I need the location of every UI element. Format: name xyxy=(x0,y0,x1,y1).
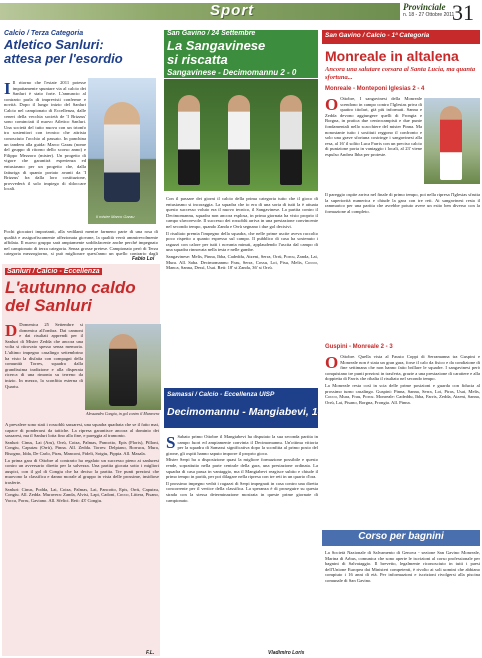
article5-text3: Ottobre. Quella vista al Fausto Coppi di Serramanna tra Guspini e Monreale non è stata un gran gara, forse il calo da fisico e da condizione di fine settimana che non hanno fatto brillare le squadre. I sangavinesi però conquistano tre punti preziosi in trasferta, grazie a una prestazione di carattere e alla doppietta di Farris che ribalta il risultato nel secondo tempo. xyxy=(325,354,480,382)
drop-cap: S xyxy=(166,434,176,452)
page-header xyxy=(0,0,482,24)
page-number: 31 xyxy=(452,0,474,25)
section-title: Sport xyxy=(210,2,255,19)
article2-text2: A prevalere sono stati i rossoblù sassaresi, una squadra quadrata che se il fatto mai, capace di ponderarsi da tattiche. La ripresa garantisce ancora al dominio dei sassaresi, ma il Sanluri lotta fino alla fine, e pareggia al tramonto. xyxy=(5,422,159,439)
player-figure xyxy=(440,106,462,180)
article2-kicker: Sanluri / Calcio - Eccellenza xyxy=(7,268,100,275)
player-photo xyxy=(85,324,161,410)
article5-title: Monreale in altalena xyxy=(325,48,459,64)
drop-cap: O xyxy=(325,96,339,114)
bagnini-header-box xyxy=(322,530,480,546)
article3-text2: Il risultato premia l'impegno della squadra, che nelle prime uscite aveva raccolto poco rispetto a quanto espresso sul campo. Il pubblico di casa ha sostenuto i ragazzi con calore per tutti i novanta minuti, applaudendo l'uscita dal campo di una squadra rinnovata nella testa e nelle gambe. xyxy=(166,230,318,253)
bagnini-body xyxy=(325,550,480,654)
drop-cap: D xyxy=(5,322,18,340)
article5-text1: Ottobre, I sangavinesi della Monreale scendono in campo contro l'Iglesias priva di quattro titolari, già più informati. Sanna e Zedda devono aggiungere quelli di Frongia e Borgna, in pratica due centrocampisti e due punte fondamentali nello scacchiere del mister Pinna. Ma nonostante tutto i sostituti reggono il confronto e solo una grave sfortuna costringe i sangavinesi alla resa, al 16' il solito Luca Farris con un preciso calcio di punizione porta in vantaggio i locali, al 23' viene espulso Andrea Ibba per proteste. xyxy=(325,96,422,157)
article4-byline: Vladimiro Loris xyxy=(268,650,305,656)
article1-text1: Il ritorno che l'estate 2011 potesse impattamente spuntare via al calcio dei Sanluri è stato forte. L'annuncio al contrario parla di imprevisti conferme e novità. Dopo il lungo inizio del Sanluri Calcio nel campionato di Eccellenza, dalle ceneri della vecchia società de 'I Brizzus' sono cominciati il nuovo Atletico Sanluri. Una società del tutto nuova con un trionfo tra sostenitori con tecnico che attrista conosciuto l'occhio al passato. In panchina un tandem alla guida: Marco Garau (nome del gruppo di ritorno dello scorso anno) e Filippo Mezzoro (mister). Un progetto di vigore che garantirà esperienza ed entusiasmo per un progetto che, dalla fatturiga di quanto portato avanti da 'I Brizzus' fra dalla loro costituzione, provvederà il solo impiego di sbloccare locali. xyxy=(4,80,86,192)
coach-figure xyxy=(104,102,140,202)
article5-result1: Monreale - Monteponi Iglesias 2 - 4 xyxy=(325,86,425,92)
article2-title-line2: del Sanluri xyxy=(5,296,92,315)
article5-kicker: San Gavino / Calcio - 1ª Categoria xyxy=(325,32,430,39)
article2-title xyxy=(5,279,136,315)
article1-text2: Pochi giocatori importanti, alla vedilanti mentre farmeno parte di una rosa di qualità e assigurfiscamente affezionata giovane, la qualità verrà ammirevolmente affidata. Il nuovo gruppo sarà ampiamente soddisfacente anche perché impegnato nel campionato di terza categoria. Senza grosse pretese. Campionato però di Terza categoria mezzogiorno, si può migliorare quest'anno un quello contrario dagli xyxy=(4,229,158,257)
article1-title xyxy=(4,38,123,66)
player-figure xyxy=(228,95,250,185)
article1-title-line1: Atletico Sanluri: xyxy=(4,37,104,52)
article4-kicker: Samassi / Calcio - Eccellenza UISP xyxy=(167,391,275,398)
player-figure xyxy=(109,334,137,406)
article4-text3: Il prossimo impegno vedrà i ragazzi di Serpi impegnati in casa contro una diretta concorrente per il vertice della classifica. La speranza è di proseguire su questa strada con la stessa determinazione mostrata in queste prime giornate di campionato. xyxy=(166,480,318,503)
bagnini-text: La Società Nazionale di Salvamento di Genova - sezione San Gavino Monreale, Marina di Arbus, comunica che sono aperte le iscrizioni al corso professionale per bagnini di Salvataggio. Il brevetto, legalmente riconosciuto in tutti i paesi dell'Unione Europea dai Ministeri competenti, è rivolto ai soli uomini che abbiano compiuto i 16 anni di età. Per informazioni e iscrizioni rivolgersi alla piscina comunale di San Gavino. xyxy=(325,550,480,583)
header-bar xyxy=(0,3,400,20)
article3-text1: Con il passare dei giorni il calcio della prima categoria tutto che il gioco di entusiasmo si incoraggia. La squadra che io era di una sorta di tutti la è attuata questo successo voluto era il nuovo tecnico, il Sangavinese. La partita contro il Decimomannu, squadra non ancora esplosa, in prima giornata ha visto proprio il campo sfavorevole. Il successo dei rossoblù arriva in una prestazione convincente nel secondo tempo, quando Zanda e Orrù segnano i due gol decisivi. xyxy=(166,196,318,229)
player-photo-caption: Alessandro Congiu, in gol contro il Muravera xyxy=(86,411,160,416)
article5-body-continued xyxy=(325,192,480,340)
article3-body xyxy=(166,196,318,382)
article5-body-part2 xyxy=(325,354,480,526)
article3-text3: Sangavinese: Melis, Pinna, Ibba, Cadeddu, Atzeni, Serra, Orrù, Porcu, Zanda, Lai, Mura. All. Saba. Decimomannu: Frau, Serra, Cossu, Loi, Pisu, Melis, Cocco, Manca, Sanna, Dessì, Usai. Reti: 18' st Zanda, 36' st Orrù. xyxy=(166,253,318,271)
issue-date: n. 18 - 27 Ottobre 2011 xyxy=(403,12,455,18)
article4-body xyxy=(166,434,318,646)
drop-cap: O xyxy=(325,354,339,372)
coach-photo xyxy=(88,78,156,224)
monreale-player-photo xyxy=(424,98,480,184)
article3-title-line2: si riscatta xyxy=(167,52,228,67)
player-figure xyxy=(178,95,200,185)
article2-body xyxy=(5,322,83,412)
bagnini-title: Corso per bagnini xyxy=(358,531,444,542)
article5-text2: Il pareggio ospite arriva nel finale di primo tempo, poi nella ripresa l'Iglesias sfrutta la superiorità numerica e chiude la gara con tre reti. Ai sangavinesi resta il rammarico per una partita che avrebbe potuto avere un esito ben diverso con la formazione al completo. xyxy=(325,192,480,214)
article1-body-continued xyxy=(4,229,158,257)
team-photo xyxy=(164,79,318,191)
article1-title-line2: attesa per l'esordio xyxy=(4,51,123,66)
drop-cap: I xyxy=(4,80,11,98)
article4-text2: Mister Serpi ha a disposizione quasi la migliore formazione possibile e questo rende, soprattutto nella parte centrale della gara, una prestazione ordinata. La squadra di casa passa in vantaggio, ma il Mangiabevi reagisce subito e chiude il primo tempo in parità, per poi dilagare nella ripresa con tre reti in un quarto d'ora. xyxy=(166,457,318,480)
article3-result: Sangavinese - Decimomannu 2 - 0 xyxy=(167,68,297,77)
article5-subtitle: Ancora una salutare corsara al Santa Lucia, ma quanta sfortuna... xyxy=(325,66,476,81)
player-figure xyxy=(280,95,302,185)
article2-title-line1: L'autunno caldo xyxy=(5,278,136,297)
article1-byline: Fabio Loi xyxy=(132,256,155,262)
article1-body xyxy=(4,80,86,228)
article2-text5: Sanluri: Cinus, Podda, Lai, Coiza, Palmas, Lai, Pancotto, Epis, Orrù, Caputzu, Congiu. All. Zedda. Muravera: Zanda, Alvisi, Lapi, Cadoni, Cocco, Littera, Pisano, Vacca, Porru, Gaviano. All. Sfelici. Reti: 43' Congiu. xyxy=(5,486,159,503)
article4-text1: Sabato primo Ottobre il Mangiabevi ha disputato la sua seconda partita in campo fuori ed ampiamente convinta il Decimomannu. Un'ottima vittoria per la squadra di Samassi significativa dopo la sconfitta al primo posto del girone, gli ospiti hanno saputo imporre il proprio gioco. xyxy=(166,434,318,456)
article5-result2: Guspini - Monreale 2 - 3 xyxy=(325,344,393,350)
coach-photo-caption: Il mister Marco Garau xyxy=(96,214,135,219)
article3-title xyxy=(167,39,265,67)
article3-kicker: San Gavino / 24 Settembre xyxy=(167,30,256,37)
article2-byline: F.L. xyxy=(146,650,155,656)
article2-text3: Sanluri: Cinus, Lai (Aru), Orrù, Coiza, Palmas, Pancotto, Epis (Floris), Pilloni, Congiu, Caputzu (Orrù), Pinna. All. Zedda. Torres: Delpiano, Borrucu, Mura, Bisogno, Idda, De Carlo, Piras, Manconi, Fideli, Sotgiu, Pippia. All. Masala. xyxy=(5,439,159,456)
newspaper-brand: Provinciale xyxy=(403,2,446,12)
article3-title-line1: La Sangavinese xyxy=(167,38,266,53)
article2-body-continued xyxy=(5,422,159,650)
article2-text4: La prima gara di Ottobre al contrario ha regalato un successo pieno ai sanluresi contro un avversario diretto per la salvezza. Una partita giocata sotto i migliori auspici, con il gol di Congiu che ha deciso la partita. Tre punti preziosi che muovono la classifica e danno morale al gruppo in vista delle prossime, insidiose trasferte. xyxy=(5,457,159,485)
article4-title: Decimomannu - Mangiabevi, 1-4 xyxy=(167,406,327,418)
article5-body xyxy=(325,96,422,190)
article1-kicker: Calcio / Terza Categoria xyxy=(4,30,84,37)
article5-text4: La Monreale resta così in scia delle prime posizioni e guarda con fiducia al prossimo turno casalingo. Guspini: Pinna, Sanna, Serra, Loi, Piras, Usai, Melis, Cocco, Mura, Frau, Porcu. Monreale: Cadeddu, Ibba, Farris, Zedda, Atzeni, Sanna, Orrù, Lai, Pisano, Borgna, Frongia. All. Pinna. xyxy=(325,382,480,405)
article2-text1: Domenica 25 Settembre si domenica all'ombra. Dai cannoni e dai risultati apprendi per il Sanluri di Mister Zedda che ancora una volta si ritrovato spesso senza memoria. L'ultimo impegno casalingo settembrino ha visto la disfatta con compagni della comunità Torres, squadra dalla grandissima tradizione e alla disperata ricerca di una rimonta su terreno da inizio. In mezzo, la sconfitta esterna di Quartu. xyxy=(5,322,83,389)
